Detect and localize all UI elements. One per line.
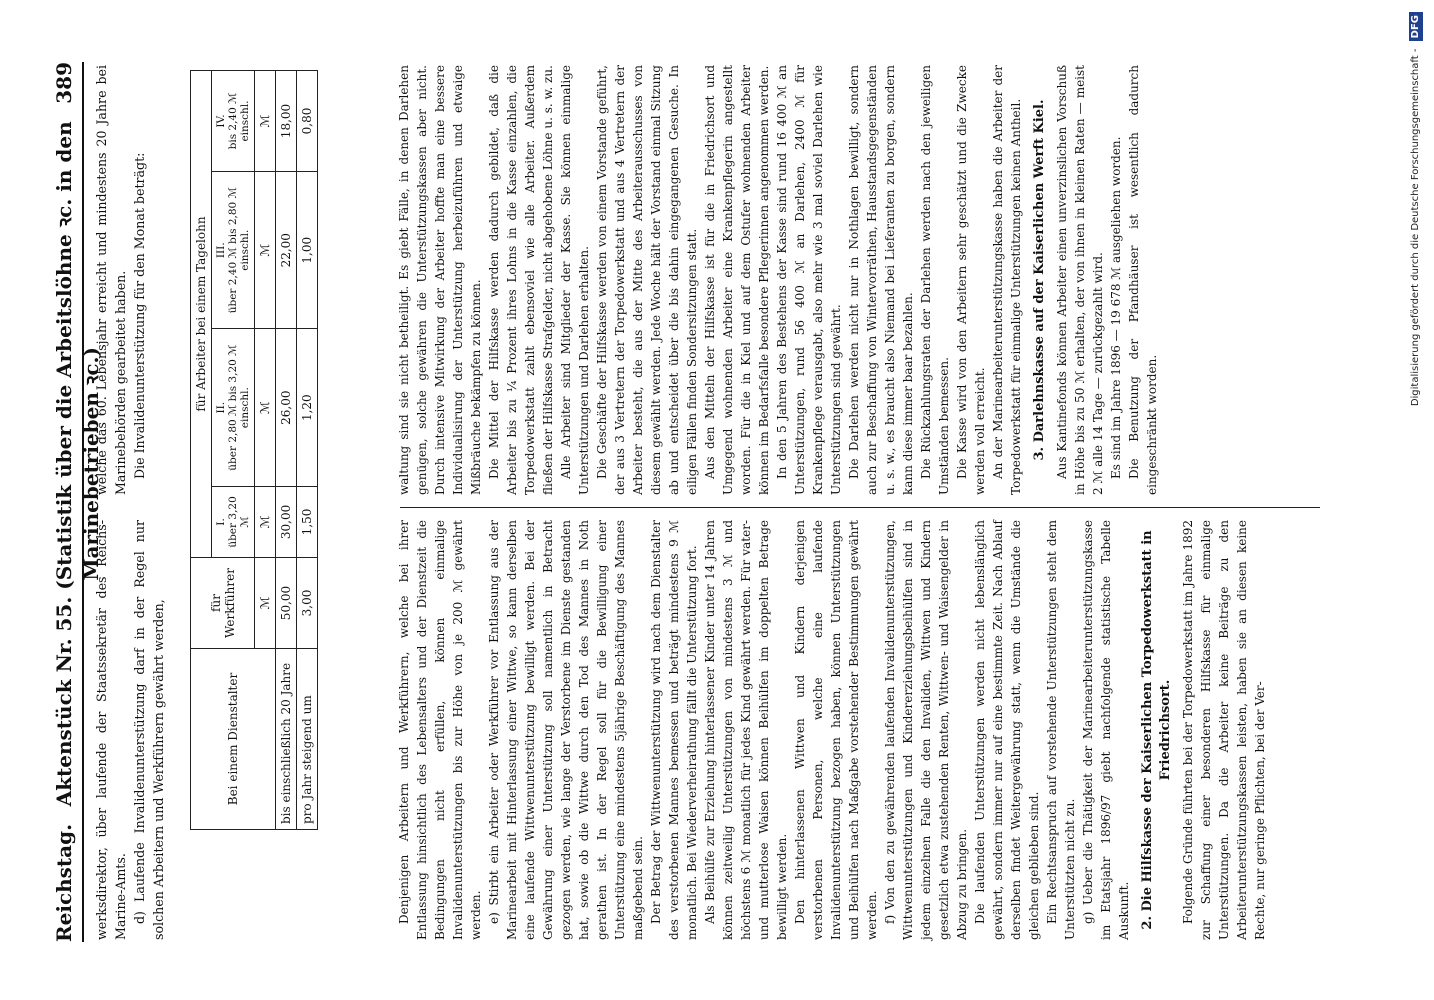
- th-arbeiter-group: für Arbeiter bei einem Tagelohn: [191, 71, 212, 558]
- right-column: [395, 65, 1161, 495]
- column-divider: [400, 507, 1320, 508]
- sub-range: über 2,80 ℳ bis 3,20 ℳ einschl.: [227, 344, 251, 471]
- right-p12: An der Marinearbeiterunterstützungskasse haben die Arbeiter der Torpedowerkstatt für einmalige Unterstützungen keinen Antheil.: [991, 65, 1023, 495]
- sub-range: bis 2,40 ℳ einschl.: [227, 92, 251, 150]
- table-row: [297, 71, 318, 830]
- dfg-logo: DFG: [1409, 12, 1423, 41]
- cell-value: 1,20: [297, 329, 318, 486]
- cell-value: 1,00: [297, 172, 318, 329]
- th-sub-3: [212, 172, 255, 329]
- unit-cell: ℳ: [255, 329, 276, 486]
- cell-value: 50,00: [276, 558, 297, 649]
- left-p7: Den hinterlassenen Wittwen und Kindern derjenigen verstorbenen Personen, welche eine laufende Invalidenunterstützung bezogen haben, können Unterstützungen und Beihülfen nach Maßgabe vorstehender Bestimmungen gewährt werden.: [793, 520, 879, 940]
- unit-cell: ℳ: [255, 172, 276, 329]
- left-p8: f) Von den zu gewährenden laufenden Invalidenunterstützungen, Wittwenunterstützungen und Kindererziehungsbeihülfen sind in jedem einzelnen Falle die den Invaliden, Wittwen und Kindern gesetzlich etwa zustehenden Renten, Wittwen- und Waisengelder in Abzug zu bringen.: [883, 520, 969, 940]
- right-p10: Die Rückzahlungsraten der Darlehen werden nach den jeweiligen Umständen bemessen.: [919, 65, 951, 495]
- right-p14: Es sind im Jahre 1896 — 19 678 ℳ ausgeliehen worden.: [1109, 136, 1123, 479]
- right-p4: Die Mittel der Hilfskasse werden dadurch gebildet, daß die Arbeiter bis zu ¼ Prozent ihres Lohns in die Kasse einzahlen, die Torpedowerkstatt zahlt ebensoviel wie alle Arbeiter. Außerdem fließen der Hilfskasse Strafgelder, nicht abgehobene Löhne u. s. w. zu.: [487, 65, 555, 495]
- unit-cell: ℳ: [255, 71, 276, 172]
- table-row: [276, 71, 297, 830]
- page-number: 389: [52, 62, 76, 104]
- right-p11: Die Kasse wird von den Arbeitern sehr geschätzt und die Zwecke werden voll erreicht.: [955, 65, 987, 495]
- left-p4: e) Stirbt ein Arbeiter oder Werkführer vor Entlassung aus der Marinearbeit mit Hinterlassung einer Wittwe, so kann derselben eine laufende Wittwenunterstützung bewilligt werden. Bei der Gewährung einer Unterstützung soll namentlich in Betracht gezogen werden, wie lange der Verstorbene im Dienste gestanden hat, sowie ob die Wittwe durch den Tod des Mannes in Noth gerathen ist. In der Regel soll für die Bewilligung einer Unterstützung eine mindestens 5jährige Beschäftigung des Mannes maßgebend sein.: [487, 520, 645, 940]
- sub-range: über 2,40 ℳ bis 2,80 ℳ einschl.: [227, 187, 251, 314]
- th-werkfuehrer: für Werkführer: [191, 558, 255, 649]
- section-heading-2: 2. Die Hilfskasse der Kaiserlichen Torpedowerkstatt in Friedrichsort.: [1140, 530, 1173, 930]
- right-intro: [92, 65, 149, 495]
- sub-num: IV.: [215, 114, 227, 128]
- cell-value: 18,00: [276, 71, 297, 172]
- right-p13: Aus Kantinefonds können Arbeiter einen unverzinslichen Vorschuß in Höhe bis zu 50 ℳ erhalten, der von ihnen in kleinen Raten — meist 2 ℳ alle 14 Tage — zurückgezahlt wird.: [1055, 65, 1105, 495]
- header-rule: [82, 62, 84, 942]
- sub-range: über 3,20 ℳ: [227, 496, 251, 548]
- left-p12: Folgende Gründe führten bei der Torpedowerkstatt im Jahre 1892 zur Schaffung einer besonderen Hilfskasse für einmalige Unterstützungen. Da die Arbeiter keine Beiträge zu den Arbeiterunterstützungskassen leisten, haben sie an diesen keine Rechte, nur geringe Pflichten, bei der Ver-: [1181, 520, 1267, 940]
- left-column: [395, 520, 1269, 940]
- right-p7: Aus den Mitteln der Hilfskasse ist für die in Friedrichsort und Umgegend wohnenden Arbeiter eine Krankenpflegerin angestellt worden. Für die in Kiel und auf dem Ostufer wohnenden Arbeiter können im Bedarfsfalle besondere Pflegerinnen angenommen werden.: [703, 65, 771, 495]
- left-p1: werksdirektor, über laufende der Staatssekretär des Reichs-Marine-Amts.: [94, 520, 128, 940]
- th-sub-2: [212, 329, 255, 486]
- sub-num: I.: [215, 518, 227, 526]
- header-left: Reichstag.: [52, 823, 76, 942]
- th-sub-4: [212, 71, 255, 172]
- left-p11: g) Ueber die Thätigkeit der Marinearbeiterunterstützungskasse im Etatsjahr 1896/97 giebt nachfolgende statistische Tabelle Auskunft.: [1081, 520, 1131, 940]
- cell-value: 3,00: [297, 558, 318, 649]
- header-title: Aktenstück Nr. 55. (Statistik über die Arbeitslöhne ꝛc. in den Marinebetrieben ꝛc.): [52, 121, 103, 807]
- cell-value: 22,00: [276, 172, 297, 329]
- left-p3: Denjenigen Arbeitern und Werkführern, welche bei ihrer Entlassung hinsichtlich des Lebensalters und der Dienstzeit die Bedingungen nicht erfüllen, können einmalige Invalidenunterstützungen bis zur Höhe von je 200 ℳ gewährt werden.: [397, 520, 483, 940]
- th-sub-1: [212, 486, 255, 557]
- right-p15: Die Benutzung der Pfandhäuser ist wesentlich dadurch eingeschränkt worden.: [1127, 65, 1159, 495]
- sub-num: III.: [215, 242, 227, 259]
- left-p9: Die laufenden Unterstützungen werden nicht lebenslänglich gewährt, sondern immer nur auf eine bestimmte Zeit. Nach Ablauf derselben findet Weitergewährung statt, wenn die Umstände die gleichen geblieben sind.: [973, 520, 1041, 940]
- cell-value: 0,80: [297, 71, 318, 172]
- sub-num: II.: [215, 401, 227, 414]
- right-p5: Alle Arbeiter sind Mitglieder der Kasse. Sie können einmalige Unterstützungen und Darlehen erhalten.: [559, 65, 591, 495]
- cell-value: 1,50: [297, 486, 318, 557]
- right-p3: waltung sind sie nicht betheiligt. Es giebt Fälle, in denen Darlehen genügen, solche gewähren die Unterstützungskassen aber nicht. Durch intensive Mitwirkung der Arbeiter hoffte man eine bessere Individualisirung der Unterstützung herbeizuführen und etwaige Mißbräuche bekämpfen zu können.: [397, 65, 483, 495]
- section-heading-3: 3. Darlehnskasse auf der Kaiserlichen Werft Kiel.: [1032, 99, 1047, 461]
- left-intro: [92, 520, 168, 940]
- right-p8: In den 5 Jahren des Bestehens der Kasse sind rund 16 400 ℳ an Unterstützungen, rund 56 400 ℳ an Darlehen, 2400 ℳ für Krankenpflege verausgabt, also mehr wie 3 mal soviel Darlehen wie Unterstützungen sind gewährt.: [775, 65, 843, 495]
- right-p1: welche das 60. Lebensjahr erreicht und mindestens 20 Jahre bei Marinebehörden gearbeitet haben.: [94, 65, 128, 495]
- unit-cell: ℳ: [255, 486, 276, 557]
- left-p5: Der Betrag der Wittwenunterstützung wird nach dem Dienstalter des verstorbenen Mannes bemessen und beträgt mindestens 9 ℳ monatlich. Bei Wiederverheirathung fällt die Unterstützung fort.: [649, 520, 699, 940]
- cell-value: 30,00: [276, 486, 297, 557]
- invalid-support-table: [190, 70, 318, 830]
- credit-text: Digitalisierung gefördert durch die Deutsche Forschungsgemeinschaft -: [1410, 48, 1421, 407]
- row-label: pro Jahr steigend um: [297, 649, 318, 830]
- digitization-credit: [1406, 12, 1426, 988]
- right-p6: Die Geschäfte der Hilfskasse werden von einem Vorstande geführt, der aus 3 Vertretern der Torpedowerkstatt und aus 4 Vertretern der Arbeiter besteht, die aus der Mitte des Arbeiterausschusses von diesem gewählt werden. Jede Woche hält der Vorstand einmal Sitzung ab und entscheidet über die bis dahin eingegangenen Gesuche. In eiligen Fällen finden Sondersitzungen statt.: [595, 65, 699, 495]
- th-dienstalter: Bei einem Dienstalter: [191, 649, 276, 830]
- page-header: [50, 62, 103, 942]
- left-p2: d) Laufende Invalidenunterstützung darf in der Regel nur solchen Arbeitern und Werkführern gewährt werden,: [132, 520, 166, 940]
- left-p6: Als Beihülfe zur Erziehung hinterlassener Kinder unter 14 Jahren können zeitweilig Unterstützungen von mindestens 3 ℳ und höchstens 6 ℳ monatlich für jedes Kind gewährt werden. Für vater- und mutterlose Waisen können Beihülfen im doppelten Betrage bewilligt werden.: [703, 520, 789, 940]
- cell-value: 26,00: [276, 329, 297, 486]
- row-label: bis einschließlich 20 Jahre: [276, 649, 297, 830]
- right-p9: Die Darlehen werden nicht nur in Nothlagen bewilligt, sondern auch zur Beschaffung von Wintervorräthen, Hausstandsgegenständen u. s. w., es braucht also Niemand bei Lieferanten zu borgen, sondern kann diese immer baar bezahlen.: [847, 65, 915, 495]
- table-header-row: [191, 71, 212, 830]
- right-p2: Die Invalidenunterstützung für den Monat beträgt:: [132, 152, 147, 479]
- left-p10: Ein Rechtsanspruch auf vorstehende Unterstützungen steht dem Unterstützten nicht zu.: [1045, 520, 1077, 940]
- unit-cell: ℳ: [255, 558, 276, 649]
